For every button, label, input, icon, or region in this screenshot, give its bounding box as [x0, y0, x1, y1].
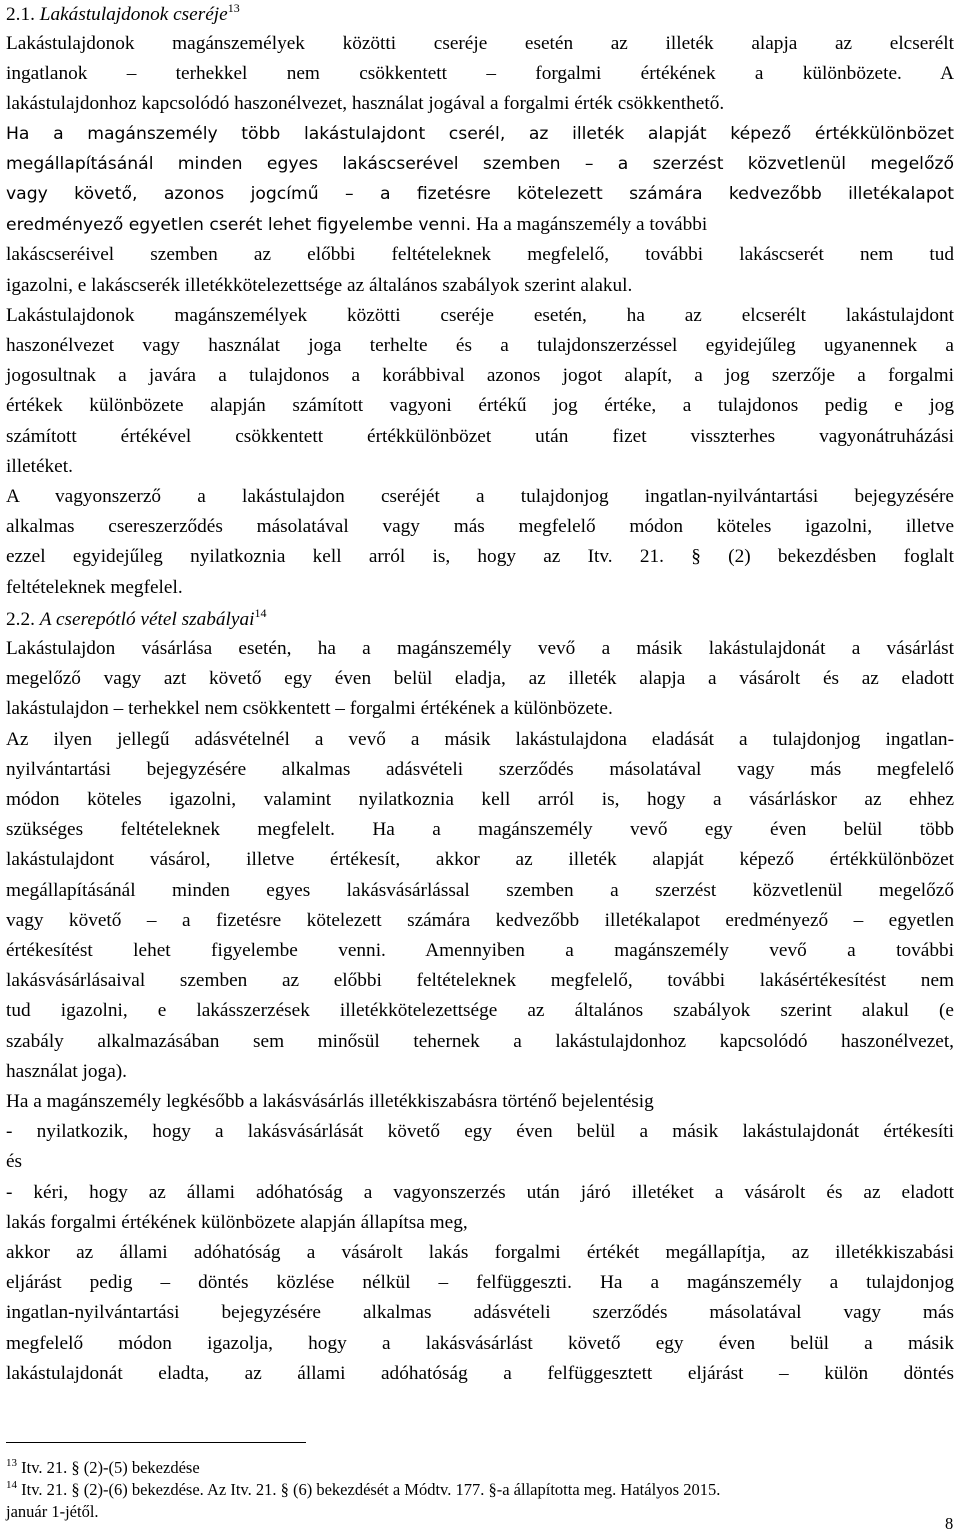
text-line	[6, 1268, 954, 1297]
text-line	[6, 1027, 954, 1056]
text-line	[6, 120, 954, 149]
footnote-text: Itv. 21. § (2)-(6) bekezdése. Az Itv. 21. § (6) bekezdését a Módtv. 177. §-a állapította meg. Hatályos 2015.	[17, 1480, 721, 1499]
text-line-content: és	[6, 1151, 23, 1173]
text-line-tail: Ha a magánszemély a további	[471, 214, 708, 236]
text-line	[6, 815, 954, 844]
section-number: 2.1.	[6, 4, 35, 25]
text-line	[6, 1178, 954, 1207]
text-line-content: szabály alkalmazásában sem minősül tehernek a lakástulajdonhoz kapcsolódó haszonélvezet,	[6, 1030, 954, 1052]
page-number: 8	[945, 1514, 954, 1533]
text-line-content: megfelelő módon igazolja, hogy a lakásvásárlást követő egy éven belül a másik	[6, 1332, 954, 1354]
text-line-content: - nyilatkozik, hogy a lakásvásárlását követő egy éven belül a másik lakástulajdonát értékesíti	[6, 1121, 954, 1143]
text-line-content: megelőző vagy azt követő egy éven belül eladja, az illeték alapja a vásárolt és az eladott	[6, 668, 954, 690]
text-line	[6, 1359, 954, 1388]
text-line-content: ezzel egyidejűleg nyilatkoznia kell arról is, hogy az Itv. 21. § (2) bekezdésben foglalt	[6, 546, 954, 568]
text-line	[6, 512, 954, 541]
section-title: Lakástulajdonok cseréje	[39, 4, 228, 25]
text-line	[6, 573, 954, 602]
text-line	[6, 906, 954, 935]
text-line-content: vagy követő – a fizetésre kötelezett számára kedvezőbb illetékalapot eredményező – egyetlen	[6, 909, 954, 931]
text-line	[6, 1298, 954, 1327]
text-line-content: lakás forgalmi értékének különbözete alapján állapítsa meg,	[6, 1211, 468, 1233]
text-line	[6, 936, 954, 965]
section-number: 2.2.	[6, 609, 35, 630]
text-line-content: alkalmas csereszerződés másolatával vagy más megfelelő módon köteles igazolni, illetve	[6, 516, 954, 538]
text-line-content: lakáscseréivel szemben az előbbi feltételeknek megfelelő, további lakáscserét nem tud	[6, 244, 954, 266]
text-line-content: lakásvásárlásaival szemben az előbbi feltételeknek megfelelő, további lakásértékesítést nem	[6, 970, 954, 992]
text-line	[6, 1087, 954, 1116]
section-heading-2-2	[6, 605, 954, 634]
section-heading-2-1	[6, 0, 954, 29]
text-line	[6, 634, 954, 663]
text-line	[6, 361, 954, 390]
text-line	[6, 422, 954, 451]
text-line	[6, 785, 954, 814]
text-line-content: vagy követő, azonos jogcímű – a fizetésre kötelezett számára kedvezőbb illetékalapot	[6, 184, 954, 204]
footnote-text: január 1-jétől.	[6, 1502, 99, 1521]
text-line	[6, 1329, 954, 1358]
text-line	[6, 1057, 954, 1086]
footnote-13	[6, 1457, 200, 1481]
text-line-content: haszonélvezet vagy használat joga terhelte és a tulajdonszerzéssel egyidejűleg ugyanennek a	[6, 335, 954, 356]
text-line-content: igazolni, e lakáscserék illetékkötelezettsége az általános szabályok szerint alakul.	[6, 274, 633, 296]
text-line-content: eljárást pedig – döntés közlése nélkül – felfüggeszti. Ha a magánszemély a tulajdonjog	[6, 1272, 954, 1294]
section-title: A cserepótló vétel szabályai	[39, 609, 255, 630]
text-line-content: lakástulajdonhoz kapcsolódó haszonélvezet, használat jogával a forgalmi érték csökkenthető.	[6, 93, 725, 115]
text-line	[6, 301, 954, 330]
text-line-content: szükséges feltételeknek megfelelt. Ha a magánszemély vevő egy éven belül több	[6, 819, 954, 841]
text-line-content: A vagyonszerző a lakástulajdon cseréjét a tulajdonjog ingatlan-nyilvántartási bejegyzésére	[6, 486, 954, 507]
text-line-content: megállapításánál minden egyes lakásvásárlással szemben a szerzést közvetlenül megelőző	[6, 879, 954, 901]
text-line-content: akkor az állami adóhatóság a vásárolt lakás forgalmi értékét megállapítja, az illetékkiszabási	[6, 1242, 954, 1263]
text-line	[6, 876, 954, 905]
text-line	[6, 542, 954, 571]
text-line	[6, 59, 954, 88]
text-line-content: lakástulajdont vásárol, illetve értékesít, akkor az illeték alapját képező értékkülönbözet	[6, 849, 954, 871]
text-line	[6, 1147, 954, 1176]
footnote-number: 14	[6, 1479, 17, 1491]
text-line-content: használat joga).	[6, 1060, 127, 1082]
text-line	[6, 755, 954, 784]
text-line	[6, 664, 954, 693]
text-line-content: jogosultnak a javára a tulajdonos a korábbival azonos jogot alapít, a jog szerzője a forgalmi	[6, 365, 954, 387]
text-line	[6, 1238, 954, 1267]
text-line-content: illetéket.	[6, 455, 73, 477]
text-line	[6, 391, 954, 420]
text-line	[6, 180, 954, 209]
footnote-ref: 13	[227, 1, 240, 15]
text-line-content: értékesítést lehet figyelembe venni. Amennyiben a magánszemély vevő a további	[6, 940, 954, 961]
text-line	[6, 966, 954, 995]
text-line	[6, 996, 954, 1025]
text-line-content: eredményező egyetlen cserét lehet figyelembe venni.	[6, 215, 472, 236]
footnote-14-continued	[6, 1501, 99, 1523]
text-line-content: Lakástulajdon vásárlása esetén, ha a magánszemély vevő a másik lakástulajdonát a vásárlást	[6, 638, 954, 659]
text-line	[6, 271, 954, 300]
text-line-content: számított értékével csökkentett értékkülönbözet után fizet visszterhes vagyonátruházási	[6, 425, 954, 447]
text-line-content: tud igazolni, e lakásszerzések illetékkötelezettsége az általános szabályok szerint alakul (e	[6, 1000, 954, 1022]
text-line	[6, 89, 954, 118]
text-line	[6, 1208, 954, 1237]
footnote-number: 13	[6, 1457, 17, 1469]
text-line-content: lakástulajdon – terhekkel nem csökkentett – forgalmi értékének a különbözete.	[6, 698, 613, 720]
text-line	[6, 29, 954, 58]
text-line-content: értékek különbözete alapján számított vagyoni értékű jog értéke, a tulajdonos pedig e jog	[6, 395, 954, 417]
text-line-content: Az ilyen jellegű adásvételnél a vevő a másik lakástulajdona eladását a tulajdonjog ingatlan-	[6, 728, 954, 750]
footnote-divider	[6, 1442, 306, 1443]
text-line-content: Lakástulajdonok magánszemélyek közötti cseréje esetén, ha az elcserélt lakástulajdont	[6, 304, 954, 326]
footnote-14	[6, 1479, 720, 1503]
text-line-content: feltételeknek megfelel.	[6, 576, 183, 598]
text-line-content: ingatlan-nyilvántartási bejegyzésére alkalmas adásvételi szerződés másolatával vagy más	[6, 1302, 954, 1324]
text-line	[6, 452, 954, 481]
text-line-content: lakástulajdonát eladta, az állami adóhatóság a felfüggesztett eljárást – külön döntés	[6, 1362, 954, 1384]
text-line	[6, 845, 954, 874]
text-line	[6, 694, 954, 723]
text-line	[6, 1117, 954, 1146]
text-line	[6, 150, 954, 179]
text-line-content: - kéri, hogy az állami adóhatóság a vagyonszerzés után járó illetéket a vásárolt és az eladott	[6, 1181, 954, 1203]
text-line-content: megállapításánál minden egyes lakáscserével szemben – a szerzést közvetlenül megelőző	[6, 153, 954, 174]
footnote-ref: 14	[254, 606, 267, 620]
text-line-content: Ha a magánszemély több lakástulajdont cserél, az illeték alapját képező értékkülönbözet	[6, 123, 954, 144]
text-line	[6, 482, 954, 511]
text-line	[6, 210, 954, 239]
text-line-content: Ha a magánszemély legkésőbb a lakásvásárlás illetékkiszabásra történő bejelentésig	[6, 1091, 654, 1112]
text-line	[6, 331, 954, 360]
text-line	[6, 240, 954, 269]
text-line-content: ingatlanok – terhekkel nem csökkentett – forgalmi értékének a különbözete. A	[6, 63, 954, 85]
text-line	[6, 725, 954, 754]
text-line-content: Lakástulajdonok magánszemélyek közötti cseréje esetén az illeték alapja az elcserélt	[6, 33, 954, 54]
text-line-content: nyilvántartási bejegyzésére alkalmas adásvételi szerződés másolatával vagy más megfelelő	[6, 758, 954, 780]
text-line-content: módon köteles igazolni, valamint nyilatkoznia kell arról is, hogy a vásárláskor az ehhez	[6, 789, 954, 810]
footnote-text: Itv. 21. § (2)-(5) bekezdése	[17, 1458, 200, 1477]
